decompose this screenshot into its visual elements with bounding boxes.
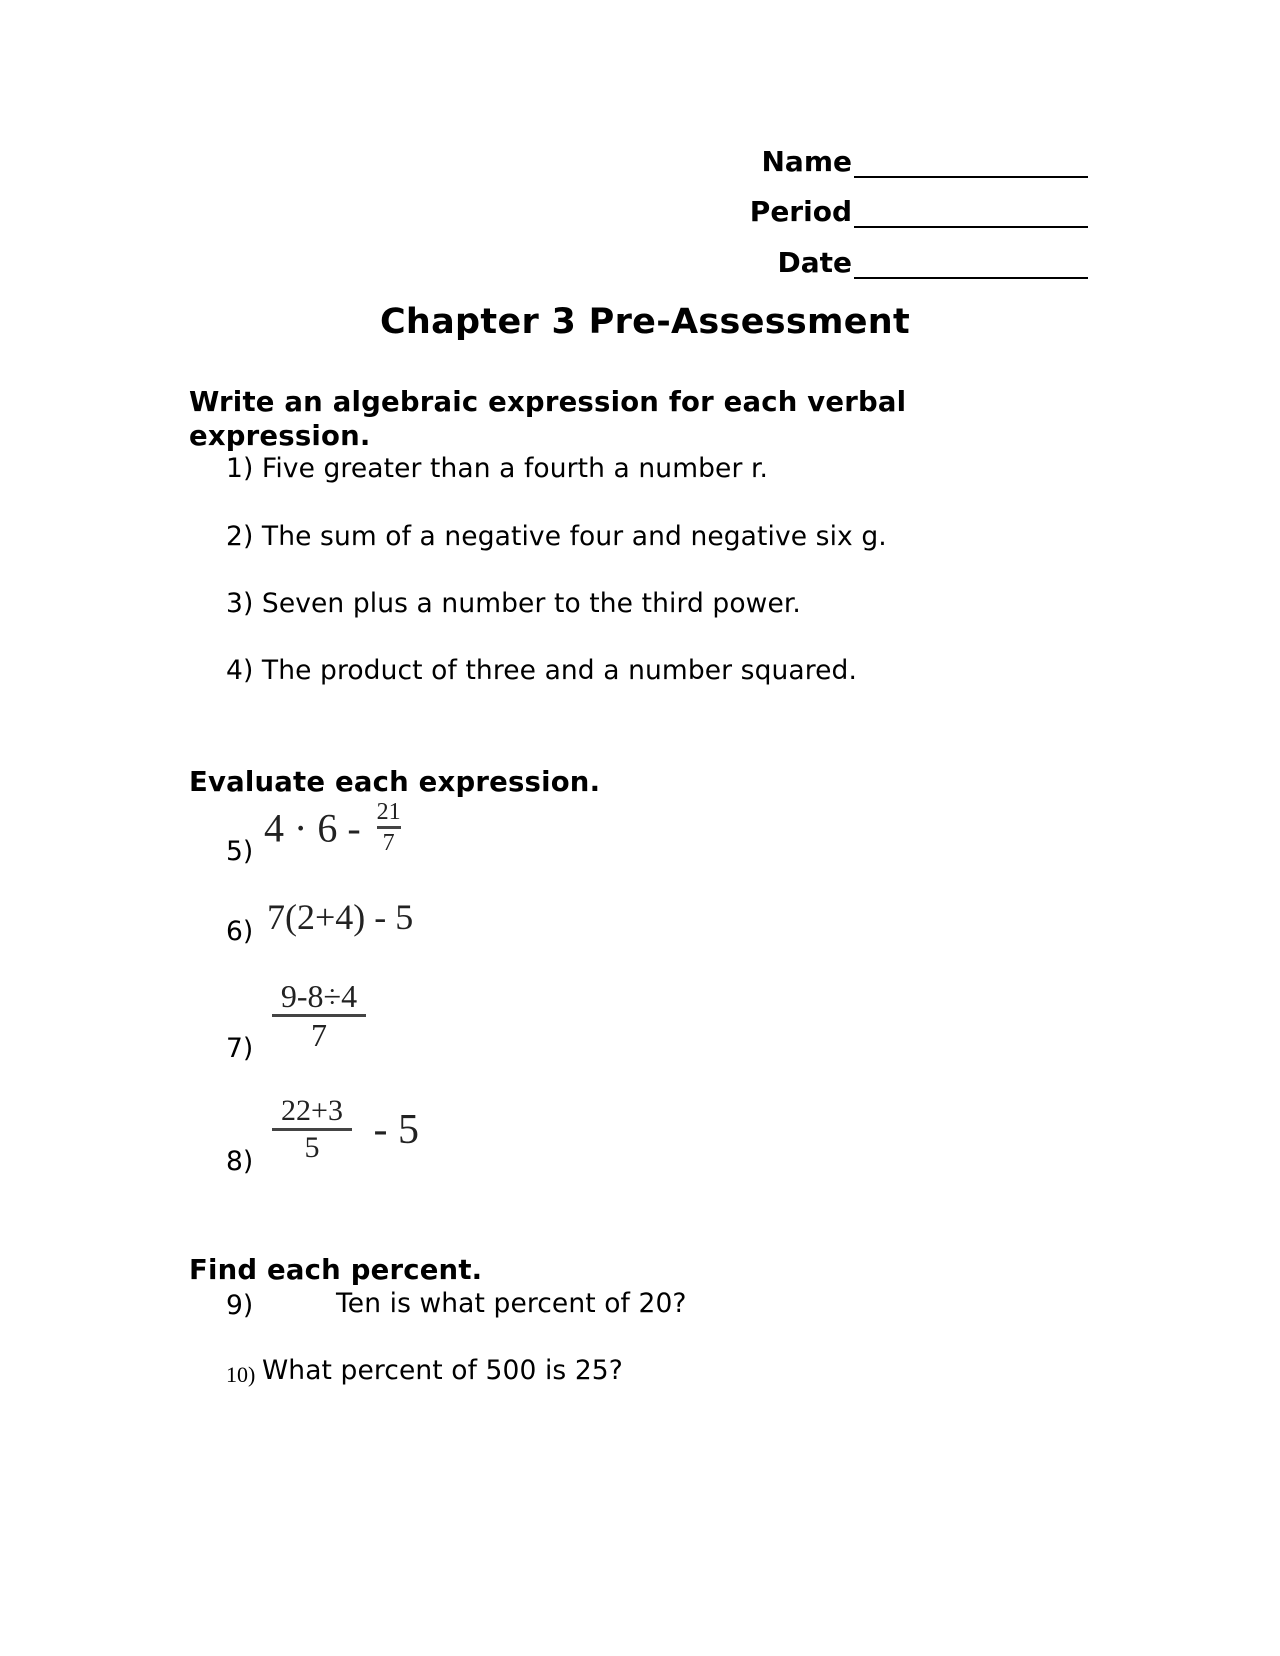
page-title: Chapter 3 Pre-Assessment (379, 302, 911, 342)
name-blank-line[interactable] (854, 152, 1088, 178)
question-8-number: 8) (226, 1146, 254, 1177)
section-heading-percent: Find each percent. (189, 1254, 483, 1286)
name-field[interactable] (761, 145, 1089, 178)
period-field[interactable] (749, 195, 1088, 228)
question-10-text: What percent of 500 is 25? (262, 1355, 623, 1386)
section-heading-write: Write an algebraic expression for each verbal expression. (189, 386, 907, 452)
question-6-number: 6) (226, 916, 254, 947)
fraction-bar (377, 826, 401, 829)
question-7-denominator: 7 (311, 1017, 327, 1053)
question-5-numerator: 21 (376, 799, 401, 826)
question-8-expr-part: - 5 (373, 1106, 419, 1153)
question-6-expression: 7(2+4) - 5 (267, 897, 414, 937)
question-9-number: 9) (226, 1290, 254, 1321)
period-label: Period (749, 195, 852, 228)
question-5-denominator: 7 (382, 830, 395, 857)
question-5-number: 5) (226, 836, 254, 867)
question-5-fraction (377, 800, 401, 855)
question-8-denominator: 5 (304, 1131, 320, 1164)
question-8-fraction (272, 1096, 352, 1163)
question-1: 1) Five greater than a fourth a number r. (226, 453, 769, 484)
date-label: Date (777, 246, 852, 279)
name-label: Name (761, 145, 852, 178)
question-3: 3) Seven plus a number to the third power. (226, 588, 801, 619)
question-10-number: 10) (226, 1362, 256, 1387)
question-2: 2) The sum of a negative four and negative six g. (226, 521, 887, 552)
question-5-expression (264, 800, 401, 855)
date-field[interactable] (777, 246, 1088, 279)
question-4: 4) The product of three and a number squared. (226, 655, 857, 686)
question-7-number: 7) (226, 1033, 254, 1064)
question-7-expression (272, 980, 366, 1051)
question-7-numerator: 9-8÷4 (280, 978, 358, 1014)
period-blank-line[interactable] (854, 202, 1088, 228)
question-5-expr-part: 4 · 6 - (264, 805, 361, 851)
section-heading-evaluate: Evaluate each expression. (189, 766, 601, 798)
question-9-text: Ten is what percent of 20? (336, 1288, 687, 1319)
date-blank-line[interactable] (854, 253, 1088, 279)
question-8-numerator: 22+3 (281, 1094, 343, 1127)
question-8-expression (272, 1096, 419, 1163)
question-7-fraction (272, 980, 366, 1051)
